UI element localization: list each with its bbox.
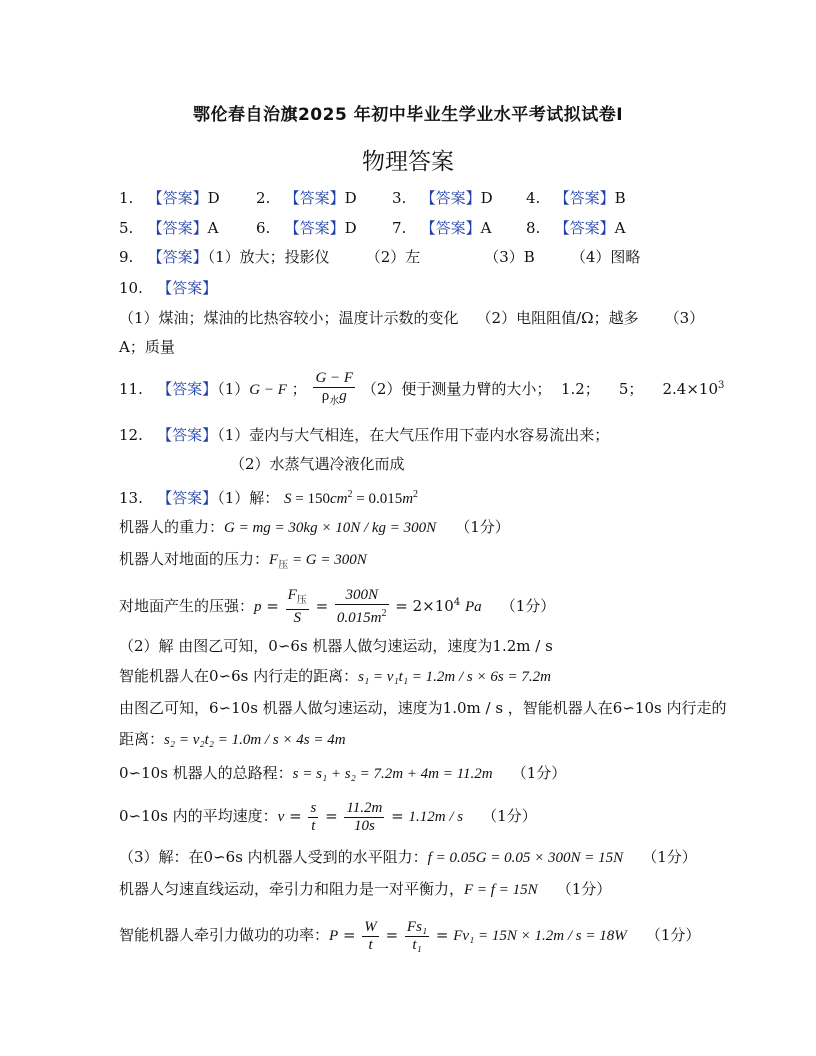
q10-line2: A；质量 [119, 338, 175, 356]
q9-answer: 9. 【答案】（1）放大；投影仪 （2）左 （3）B （4）图略 [119, 248, 641, 266]
q12-line1: 12. 【答案】（1）壶内与大气相连，在大气压作用下壶内水容易流出来； [119, 426, 610, 444]
q13-line10: 0∽10s 内的平均速度：v = $\frac{s}{t}$ = $\frac{11.2m}{10s}$ = 1.12m / s （1分） [119, 799, 537, 834]
q13-line6: 智能机器人在0∽6s 内行走的距离：s₁ = v₁t₁ = 1.2m / s × 6s = 7.2m [119, 667, 551, 685]
q13-line4: 对地面产生的压强：p = $\frac{F_压}{S}$ = $\frac{300N}{0.015m^2}$ = $2\times 10^4$ Pa （1分） [119, 587, 556, 626]
q13-line1: 13. 【答案】（1）解： $S = 150cm^2 = 0.015m^2$ [119, 489, 419, 507]
mc-item: 4. 【答案】B [526, 189, 626, 207]
q13-line3: 机器人对地面的压力：$F_压 = G = 300N$ [119, 550, 367, 571]
q10-heading: 10. 【答案】 [119, 279, 218, 297]
q12-line2: （2）水蒸气遇冷液化而成 [230, 455, 405, 473]
q13-line8: 距离：s₂ = v₂t₂ = 1.0m / s × 4s = 4m [119, 730, 346, 748]
q10-line1: （1）煤油；煤油的比热容较小；温度计示数的变化 （2）电阻阻值/Ω；越多 （3） [119, 309, 705, 327]
q13-line12: 机器人匀速直线运动，牵引力和阻力是一对平衡力，F = f = 15N （1分） [119, 880, 612, 898]
q11-answer: 11. 【答案】（1）G − F ； $\frac{G - F}{\rho_水g}$ （2）便于测量力臂的大小； 1.2； 5； $2.4\times 10^3$ [119, 366, 724, 410]
q13-line2: 机器人的重力：G = mg = 30kg × 10N / kg = 300N （1分） [119, 518, 510, 536]
q13-line9: 0∽10s 机器人的总路程：s = s₁ + s₂ = 7.2m + 4m = 11.2m （1分） [119, 764, 567, 782]
q13-line7: 由图乙可知，6∽10s 机器人做匀速运动，速度为1.0m / s ，智能机器人在6∽10s 内行走的 [119, 699, 727, 717]
mc-item: 7. 【答案】A [392, 219, 492, 237]
q11-fraction: $\frac{G - F}{\rho_水g}$ [315, 370, 354, 407]
mc-item: 8. 【答案】A [526, 219, 626, 237]
q13-line13: 智能机器人牵引力做功的功率：P = $\frac{W}{t}$ = $\frac{\text{Fs₁}}{\text{t₁}}$ = Fv₁ = 15N × 1.2m / s = 18W （1分） [119, 918, 701, 953]
mc-item: 2. 【答案】D [256, 189, 357, 207]
mc-item: 6. 【答案】D [256, 219, 357, 237]
page-subtitle: 物理答案 [362, 149, 454, 175]
page-title: 鄂伦春自治旗2025 年初中毕业生学业水平考试拟试卷Ⅰ [192, 105, 624, 125]
mc-item: 5. 【答案】A [119, 219, 219, 237]
mc-item: 1. 【答案】D [119, 189, 220, 207]
q13-line11: （3）解：在0∽6s 内机器人受到的水平阻力：f = 0.05G = 0.05 × 300N = 15N （1分） [119, 848, 697, 866]
mc-item: 3. 【答案】D [392, 189, 493, 207]
q13-line5: （2）解 由图乙可知，0∽6s 机器人做匀速运动，速度为1.2m / s [119, 637, 553, 655]
